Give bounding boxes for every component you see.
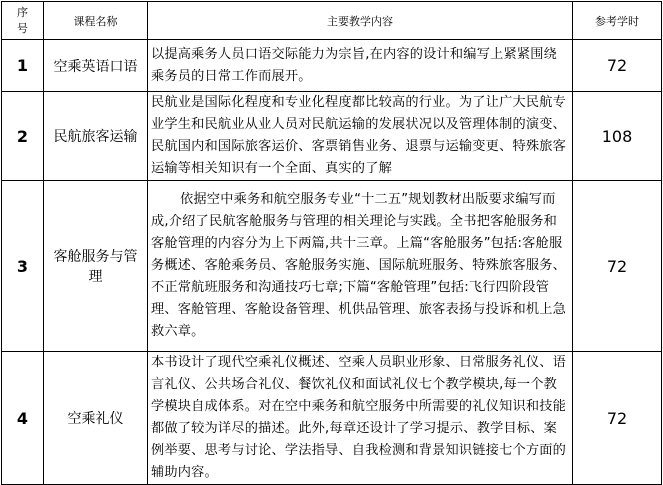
header-index-text: 序号 xyxy=(17,5,28,35)
course-hours: 108 xyxy=(573,92,662,181)
table-row xyxy=(2,181,662,352)
course-table xyxy=(1,1,662,485)
course-content: 本书设计了现代空乘礼仪概述、空乘人员职业形象、日常服务礼仪、语言礼仪、公共场合礼仪、餐饮礼仪和面试礼仪七个教学模块,每一个教学模块自成体系。对在空中乘务和航空服务中所需要的礼仪知识和技能都做了较为详尽的描述。此外,每章还设计了学习提示、教学目标、案例举要、思考与讨论、学法指导、自我检测和背景知识链接七个方面的辅助内容。 xyxy=(148,352,573,485)
course-hours: 72 xyxy=(573,181,662,352)
course-name: 空乘英语口语 xyxy=(44,40,148,92)
table-header-row xyxy=(2,2,662,40)
course-hours: 72 xyxy=(573,40,662,92)
table-row xyxy=(2,352,662,485)
row-index: 3 xyxy=(2,181,44,352)
row-index: 4 xyxy=(2,352,44,485)
header-course-name: 课程名称 xyxy=(44,2,148,40)
header-content: 主要教学内容 xyxy=(148,2,573,40)
row-index: 1 xyxy=(2,40,44,92)
header-index xyxy=(2,2,44,40)
course-name: 客舱服务与管理 xyxy=(44,181,148,352)
table-row xyxy=(2,92,662,181)
course-content: 民航业是国际化程度和专业化程度都比较高的行业。为了让广大民航专业学生和民航业从业人员对民航运输的发展状况以及管理体制的演变、民航国内和国际旅客运价、客票销售业务、退票与运输变更、特殊旅客运输等相关知识有一个全面、真实的了解 xyxy=(148,92,573,181)
course-hours: 72 xyxy=(573,352,662,485)
course-content: 依据空中乘务和航空服务专业“十二五”规划教材出版要求编写而成,介绍了民航客舱服务与管理的相关理论与实践。全书把客舱服务和客舱管理的内容分为上下两篇,共十三章。上篇“客舱服务”包括:客舱服务概述、客舱乘务员、客舱服务实施、国际航班服务、特殊旅客服务、不正常航班服务和沟通技巧七章;下篇“客舱管理”包括:飞行四阶段管理、客舱管理、客舱设备管理、机供品管理、旅客表扬与投诉和机上急救六章。 xyxy=(148,181,573,352)
header-hours: 参考学时 xyxy=(573,2,662,40)
course-name: 民航旅客运输 xyxy=(44,92,148,181)
course-content: 以提高乘务人员口语交际能力为宗旨,在内容的设计和编写上紧紧围绕乘务员的日常工作而展开。 xyxy=(148,40,573,92)
row-index: 2 xyxy=(2,92,44,181)
course-name: 空乘礼仪 xyxy=(44,352,148,485)
table-row xyxy=(2,40,662,92)
